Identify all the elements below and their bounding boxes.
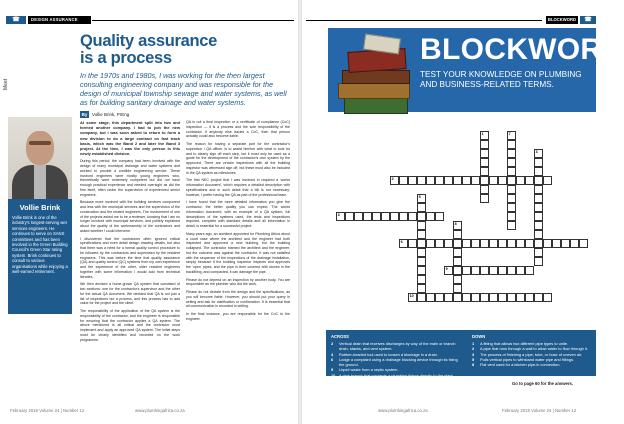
grid-cell[interactable] (480, 194, 489, 203)
grid-cell[interactable] (462, 293, 471, 302)
grid-cell[interactable] (480, 158, 489, 167)
grid-cell[interactable] (534, 203, 543, 212)
grid-cell[interactable] (390, 176, 399, 185)
grid-cell[interactable] (480, 239, 489, 248)
clue-number: 10 (331, 372, 336, 378)
title-line-1: Quality assurance (80, 32, 218, 50)
grid-number: 7 (508, 132, 511, 137)
article-paragraph: At some stage, this department split into two and formed another company. I had to join the new company, but I was soon asked to return to form a new division to do a large contract on fast track basis, which was the Band 2 and later the Band 3 project. At the time, I was the only person in this newly established division. (80, 120, 180, 157)
clue-number: 3 (472, 351, 475, 357)
grid-number: 2 (391, 177, 394, 182)
clue-text: A pipe branch that connects a plumbing fixture directly to the stack. (339, 372, 455, 378)
clue-text: A fitting that allows two different pipe types to unite. (480, 341, 569, 346)
left-page (0, 0, 298, 424)
article-deck: In the 1970s and 1980s, I was working for the then largest consulting engineering company and was responsible for the design of municipal township sewage and water systems, as well as for building sanitary drainage and water systems. (80, 71, 287, 107)
grid-cell[interactable] (516, 266, 525, 275)
grid-cell[interactable] (543, 176, 552, 185)
grid-cell[interactable] (561, 239, 570, 248)
clue-number: 1 (472, 341, 475, 346)
grid-cell[interactable] (417, 176, 426, 185)
byline (80, 111, 290, 118)
clue-text: Pulls vertical pipes to withstand water pipe and fittings. (480, 356, 575, 362)
grid-cell[interactable] (507, 131, 516, 140)
grid-number: 3 (535, 150, 538, 155)
grid-cell[interactable] (453, 293, 462, 302)
grid-cell[interactable] (453, 257, 462, 266)
grid-cell[interactable] (435, 212, 444, 221)
grid-cell[interactable] (444, 266, 453, 275)
vertical-tag: Meet (3, 78, 9, 90)
grid-cell[interactable] (372, 212, 381, 221)
grid-cell[interactable] (417, 284, 426, 293)
grid-cell[interactable] (363, 212, 372, 221)
grid-cell[interactable] (417, 221, 426, 230)
grid-cell[interactable] (534, 167, 543, 176)
grid-cell[interactable] (453, 284, 462, 293)
grid-cell[interactable] (579, 239, 588, 248)
footer-date: February 2019 Volume 24 | Number 12 (10, 408, 85, 413)
clue-item (472, 362, 592, 367)
grid-cell[interactable] (534, 194, 543, 203)
clue-item (331, 341, 463, 352)
grid-cell[interactable] (453, 230, 462, 239)
title-line-2: is a process (80, 49, 172, 67)
article-paragraph: Please do not depend on an inspection by another body. You are responsible as the plumber who did the work. (186, 277, 290, 287)
grid-cell[interactable] (543, 239, 552, 248)
grid-cell[interactable] (417, 275, 426, 284)
grid-cell[interactable] (408, 239, 417, 248)
grid-cell[interactable] (516, 176, 525, 185)
grid-cell[interactable] (471, 293, 480, 302)
grid-cell[interactable] (498, 176, 507, 185)
article-paragraph: Many years ago, an architect appointed for Plumbing Africa about a court case where the architect and the engineer had both inspected and approved a new building, but the building collapsed. The contractor blamed the architect and the engineer, but the outcome was against the contractor. It was not satisfied with the sequence of the inspections of the drainage installation, simply because if the building inspector inspects and approves the 'open' pipes, and the pipe is then covered with stones in the backfilling, and compacted, it can damage the pipe. (186, 231, 290, 274)
grid-cell[interactable] (516, 239, 525, 248)
author-sidebar (8, 199, 72, 314)
article-column-1 (80, 120, 180, 345)
clue-number: 8 (472, 362, 475, 368)
clue-number: 9 (331, 367, 334, 373)
clue-number: 6 (331, 356, 334, 362)
section-label: BLOCKWORD (547, 17, 577, 22)
grid-cell[interactable] (417, 266, 426, 275)
grid-cell[interactable] (426, 239, 435, 248)
grid-cell[interactable] (453, 221, 462, 230)
grid-cell[interactable] (345, 212, 354, 221)
grid-cell[interactable] (507, 185, 516, 194)
banner-title: BLOCKWORD (420, 33, 624, 66)
grid-cell[interactable] (525, 293, 534, 302)
photo-brow (29, 141, 51, 145)
clue-text: Vertical drain that receives discharges by way of the main or branch drain, stacks, and vent system. (339, 341, 456, 352)
grid-cell[interactable] (525, 266, 534, 275)
grid-cell[interactable] (390, 212, 399, 221)
grid-number: 9 (445, 267, 448, 272)
grid-cell[interactable] (534, 230, 543, 239)
article-paragraph: QA is not a final inspection or a certificate of compliance (CoC) inspection — it is a process and the sole responsibility of the contractor. If anybody else issues a CoC, then that person actually could also become liable. (186, 120, 290, 139)
book (344, 98, 408, 114)
clue-number: 2 (472, 346, 475, 352)
grid-cell[interactable] (462, 239, 471, 248)
grid-cell[interactable] (507, 140, 516, 149)
book (338, 83, 410, 99)
grid-cell[interactable] (444, 239, 453, 248)
grid-cell[interactable] (534, 185, 543, 194)
header-rule (306, 20, 542, 21)
grid-cell[interactable] (444, 176, 453, 185)
grid-number: 8 (454, 222, 457, 227)
clue-text: The process of finishing a pipe, tube, or hose of uneven air. (480, 351, 583, 357)
author-photo (8, 117, 72, 199)
grid-cell[interactable] (534, 293, 543, 302)
grid-cell[interactable] (498, 239, 507, 248)
grid-cell[interactable] (525, 176, 534, 185)
grid-cell[interactable] (498, 266, 507, 275)
grid-cell[interactable] (435, 176, 444, 185)
article-paragraph: During this period, the company had been involved with the design of many municipal drainage and water systems and worked to provide a credible engineering service. These involved engineers were mostly young engineers who, theoretically were extremely competent but did not have enough practical experience and needed oversight as did the firm itself, often under the supervision of experienced senior engineers. (80, 159, 180, 197)
grid-cell[interactable] (471, 239, 480, 248)
grid-number: 10 (409, 294, 414, 299)
grid-cell[interactable] (336, 212, 345, 221)
left-header (6, 16, 294, 24)
grid-cell[interactable] (489, 293, 498, 302)
article-paragraph: Please do not deviate from the design and the specifications, as you will become liable. However, you should put your query in writing and ask for clarification or confirmation. It is essential that all communication is recorded in writing. (186, 290, 290, 309)
grid-cell[interactable] (426, 176, 435, 185)
grid-number: 4 (337, 213, 340, 218)
grid-number: 6 (400, 240, 403, 245)
grid-cell[interactable] (444, 293, 453, 302)
grid-cell[interactable] (417, 203, 426, 212)
footer-date: February 2019 Volume 24 | Number 12 (502, 408, 577, 413)
grid-cell[interactable] (453, 266, 462, 275)
grid-cell[interactable] (480, 140, 489, 149)
grid-number: 1 (481, 132, 484, 137)
grid-cell[interactable] (525, 239, 534, 248)
grid-cell[interactable] (453, 248, 462, 257)
clues-box (326, 330, 596, 376)
grid-cell[interactable] (507, 194, 516, 203)
grid-cell[interactable] (552, 239, 561, 248)
section-label: DESIGN ASSURANCE (28, 16, 91, 24)
grid-cell[interactable] (534, 212, 543, 221)
across-heading: ACROSS (331, 334, 349, 339)
footer-url[interactable]: www.plumbingafrica.co.za (378, 408, 428, 413)
grid-cell[interactable] (507, 239, 516, 248)
clue-number: 2 (331, 341, 334, 346)
byline-tag: By (81, 112, 88, 117)
grid-cell[interactable] (507, 293, 516, 302)
grid-cell[interactable] (417, 257, 426, 266)
grid-cell[interactable] (417, 239, 426, 248)
grid-cell[interactable] (507, 176, 516, 185)
photo-head (26, 131, 54, 165)
phone-icon: ☎ (6, 16, 26, 24)
grid-cell[interactable] (534, 158, 543, 167)
grid-cell[interactable] (417, 230, 426, 239)
grid-cell[interactable] (417, 248, 426, 257)
grid-cell[interactable] (480, 149, 489, 158)
grid-cell[interactable] (516, 293, 525, 302)
grid-cell[interactable] (480, 176, 489, 185)
grid-number: 5 (418, 195, 421, 200)
grid-cell[interactable] (534, 257, 543, 266)
grid-cell[interactable] (534, 221, 543, 230)
grid-cell[interactable] (498, 293, 507, 302)
article-paragraph: The responsibility of the application of the QA system is the responsibility of the contractor, and the engineer is responsible for ensuring that the contractor applies a QA system. The above mentioned is all critical and the contractor must implement and apply an approved QA system. The initial steps must be clearly identified and recorded on the work programme. (80, 309, 180, 342)
grid-cell[interactable] (408, 176, 417, 185)
down-clues (472, 341, 592, 367)
grid-cell[interactable] (534, 176, 543, 185)
clue-number: 4 (331, 351, 334, 357)
grid-cell[interactable] (507, 203, 516, 212)
grid-cell[interactable] (471, 266, 480, 275)
grid-cell[interactable] (399, 176, 408, 185)
article-paragraph: The first NEC project that I was involved in required a 'works information document', which requires a detailed description with specifications and in such detail that a bill is not necessary; however, I prefer having the QA as part of the professional team. (186, 178, 290, 197)
clue-item (331, 373, 463, 378)
grid-cell[interactable] (381, 212, 390, 221)
article-paragraph: I have found that the more detailed information you give the contractor, the better quality you can expect. The works information document, with an example of a QA system, full descriptions of the systems used, the tests and inspections required, complete with standard details and all information in detail, is essential for a successful project. (186, 200, 290, 228)
byline-name: Vollie Brink, PrEng (92, 112, 130, 117)
right-header (306, 16, 596, 24)
grid-cell[interactable] (408, 212, 417, 221)
answers-note: Go to page 60 for the answers. (512, 381, 573, 386)
author-name: Vollie Brink (19, 203, 61, 212)
article-paragraph: Because more involved with the building services component and less with the municipal services and the supervision of the construction and the related engineers. The involvement of one of the projects asked me to be a reviewer, knowing that I am no longer involved with municipal services, and politely explained about the quality of the workmanship of the contractors and asked whether I could intervene. (80, 200, 180, 233)
grid-cell[interactable] (453, 239, 462, 248)
grid-cell[interactable] (543, 293, 552, 302)
grid-cell[interactable] (453, 275, 462, 284)
grid-cell[interactable] (426, 212, 435, 221)
photo-shirt (34, 165, 46, 199)
grid-cell[interactable] (480, 167, 489, 176)
article-title (80, 33, 290, 67)
grid-cell[interactable] (489, 266, 498, 275)
article-paragraph: In the final instance, you are responsible for the CoC to the engineer. (186, 312, 290, 321)
clue-text: A pipe that runs through a wall to allow water to flow through it. (480, 346, 588, 352)
grid-cell[interactable] (480, 266, 489, 275)
grid-cell[interactable] (507, 266, 516, 275)
footer-url[interactable]: www.plumbingafrica.co.za (135, 408, 185, 413)
grid-cell[interactable] (480, 185, 489, 194)
grid-cell[interactable] (399, 239, 408, 248)
grid-cell[interactable] (534, 239, 543, 248)
article-paragraph: The reason for having a separate part for the contractor's supervisor / QA officer, is to assist him/her with what to look for and to clearly sign off each step, but it must only be used as a guide for the development of the contractor's own system by the approved. There are certain inspections with all the building inspector was witnessed sign off, but these must also be included in the QA system as milestones. (186, 142, 290, 175)
grid-cell[interactable] (534, 149, 543, 158)
grid-cell[interactable] (507, 221, 516, 230)
blockword-banner (328, 28, 624, 112)
grid-cell[interactable] (417, 194, 426, 203)
grid-cell[interactable] (507, 149, 516, 158)
clue-number: 5 (472, 356, 475, 362)
grid-cell[interactable] (507, 158, 516, 167)
grid-cell[interactable] (399, 212, 408, 221)
books-stack-image (334, 32, 412, 112)
grid-cell[interactable] (462, 266, 471, 275)
clue-text: Rubber-headed tool used to loosen a blockage in a drain. (339, 351, 438, 357)
across-clues (331, 341, 463, 378)
grid-cell[interactable] (417, 293, 426, 302)
author-bio: Vollie Brink is one of the industry's longest-serving wet services engineers. He continues to serve on SANS committees and has been involved in the Green Building Council's Green Star rating system. Brink continues to consult to various organisations while enjoying a well-earned retirement. (12, 215, 68, 275)
grid-cell[interactable] (489, 239, 498, 248)
article-paragraph: We then devised a home-grown QA system that consisted of two sections: one for the contractor's supervisor and the other for the actual QA document. We decided that QA is not just a list of inspections but a process, and this process has to add value for the project and the client. (80, 282, 180, 306)
clue-item (331, 357, 463, 368)
grid-cell[interactable] (408, 293, 417, 302)
grid-cell[interactable] (426, 293, 435, 302)
grid-cell[interactable] (507, 167, 516, 176)
grid-cell[interactable] (417, 212, 426, 221)
banner-subtitle: TEST YOUR KNOWLEDGE ON PLUMBING AND BUSINESS-RELATED TERMS. (420, 70, 582, 89)
crossword-grid (302, 118, 600, 332)
clue-text: Flat vent used for a kitchen pipe-in connection. (480, 362, 561, 368)
grid-cell[interactable] (489, 176, 498, 185)
phone-icon: ☎ (580, 16, 596, 24)
clue-text: Lodge a complaint using a drainage blocking device through its fixing the ground. (339, 356, 458, 368)
clue-text: Liquid waste from a septic system. (339, 367, 399, 373)
grid-cell[interactable] (570, 239, 579, 248)
down-heading: DOWN (472, 334, 486, 339)
grid-cell[interactable] (534, 248, 543, 257)
grid-cell[interactable] (480, 293, 489, 302)
grid-cell[interactable] (354, 212, 363, 221)
grid-cell[interactable] (462, 176, 471, 185)
article-paragraph: I discovered that the contractors often ignored critical specifications and even detail design drawing details, but also that there was a need for a formal quality control procedure to be followed by the contractors and supervised by the resident engineers. This was before the time that quality assurance (QA) and quality control (QC) systems from my own experience and the experience of the other, older resident engineers together with some information I would add from technical libraries. (80, 236, 180, 279)
article-column-2 (186, 120, 290, 325)
header-rule (92, 20, 294, 21)
grid-cell[interactable] (435, 293, 444, 302)
right-page (302, 0, 624, 424)
grid-cell[interactable] (435, 239, 444, 248)
grid-cell[interactable] (480, 131, 489, 140)
grid-cell[interactable] (471, 176, 480, 185)
grid-cell[interactable] (507, 212, 516, 221)
grid-cell[interactable] (453, 176, 462, 185)
